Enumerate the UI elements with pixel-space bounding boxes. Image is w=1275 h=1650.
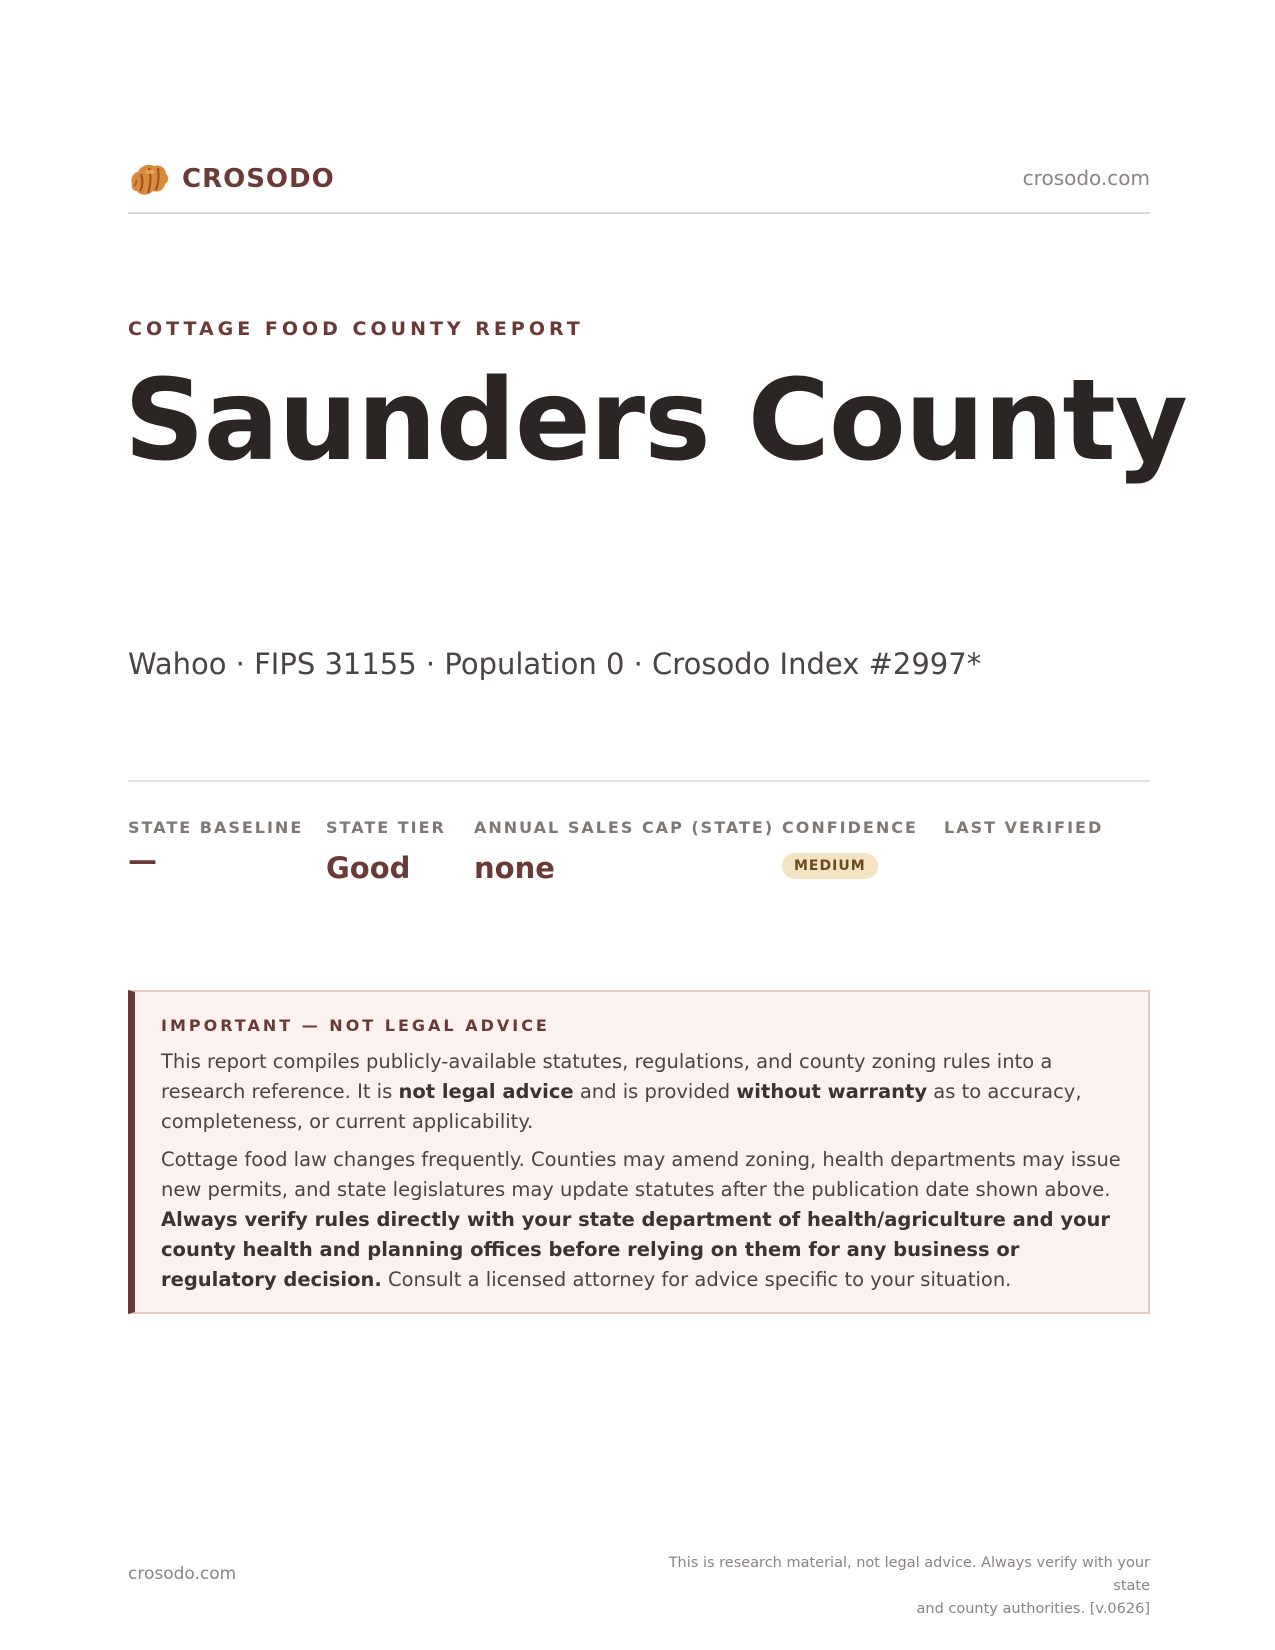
notice-paragraph-1: This report compiles publicly-available statutes, regulations, and county zoning rules into a research reference. It is not legal advice and is provided without warranty as to accuracy, completeness, or current applicability.: [161, 1050, 1082, 1133]
page-title: Saunders County: [124, 356, 1187, 486]
footer-disclaimer: [630, 1552, 1150, 1621]
page-header: [128, 156, 1150, 214]
notice-title: IMPORTANT — NOT LEGAL ADVICE: [161, 1016, 550, 1035]
stat-label: ANNUAL SALES CAP (STATE): [474, 818, 775, 837]
stats-row: [128, 780, 1150, 902]
croissant-icon: [128, 160, 170, 198]
stat-label: STATE BASELINE: [128, 818, 304, 837]
confidence-badge: MEDIUM: [782, 853, 878, 879]
brand-name: CROSODO: [182, 164, 335, 194]
header-url-link[interactable]: crosodo.com: [1022, 166, 1150, 190]
stat-value: Good: [326, 851, 411, 885]
report-eyebrow: COTTAGE FOOD COUNTY REPORT: [128, 318, 584, 340]
stat-annual-sales-cap: [474, 818, 774, 885]
report-page: [124, 0, 1187, 1650]
footer-disclaimer-line: This is research material, not legal advice. Always verify with your state: [668, 1555, 1150, 1594]
stat-label: STATE TIER: [326, 818, 446, 837]
stat-state-tier: [326, 818, 446, 885]
stat-state-baseline: [128, 818, 303, 877]
stat-label: CONFIDENCE: [782, 818, 918, 837]
stat-label: LAST VERIFIED: [944, 818, 1104, 837]
stat-last-verified: [944, 818, 1103, 851]
footer-url-link[interactable]: crosodo.com: [128, 1564, 237, 1584]
legal-notice: [128, 990, 1150, 1314]
stat-value: none: [474, 851, 555, 885]
stat-confidence: [782, 818, 918, 879]
county-meta-line: Wahoo · FIPS 31155 · Population 0 · Crosodo Index #2997*: [128, 647, 982, 681]
stat-value: —: [128, 843, 157, 877]
notice-paragraph-2: Cottage food law changes frequently. Counties may amend zoning, health departments may issue new permits, and state legislatures may update statutes after the publication date shown above. Always verify rules directly with your state department of health/agriculture and your county health and planning offices before relying on them for any business or regulatory decision. Consult a licensed attorney for advice specific to your situation.: [161, 1148, 1121, 1291]
footer-disclaimer-line: and county authorities. [v.0626]: [916, 1601, 1150, 1617]
brand[interactable]: [128, 160, 335, 198]
